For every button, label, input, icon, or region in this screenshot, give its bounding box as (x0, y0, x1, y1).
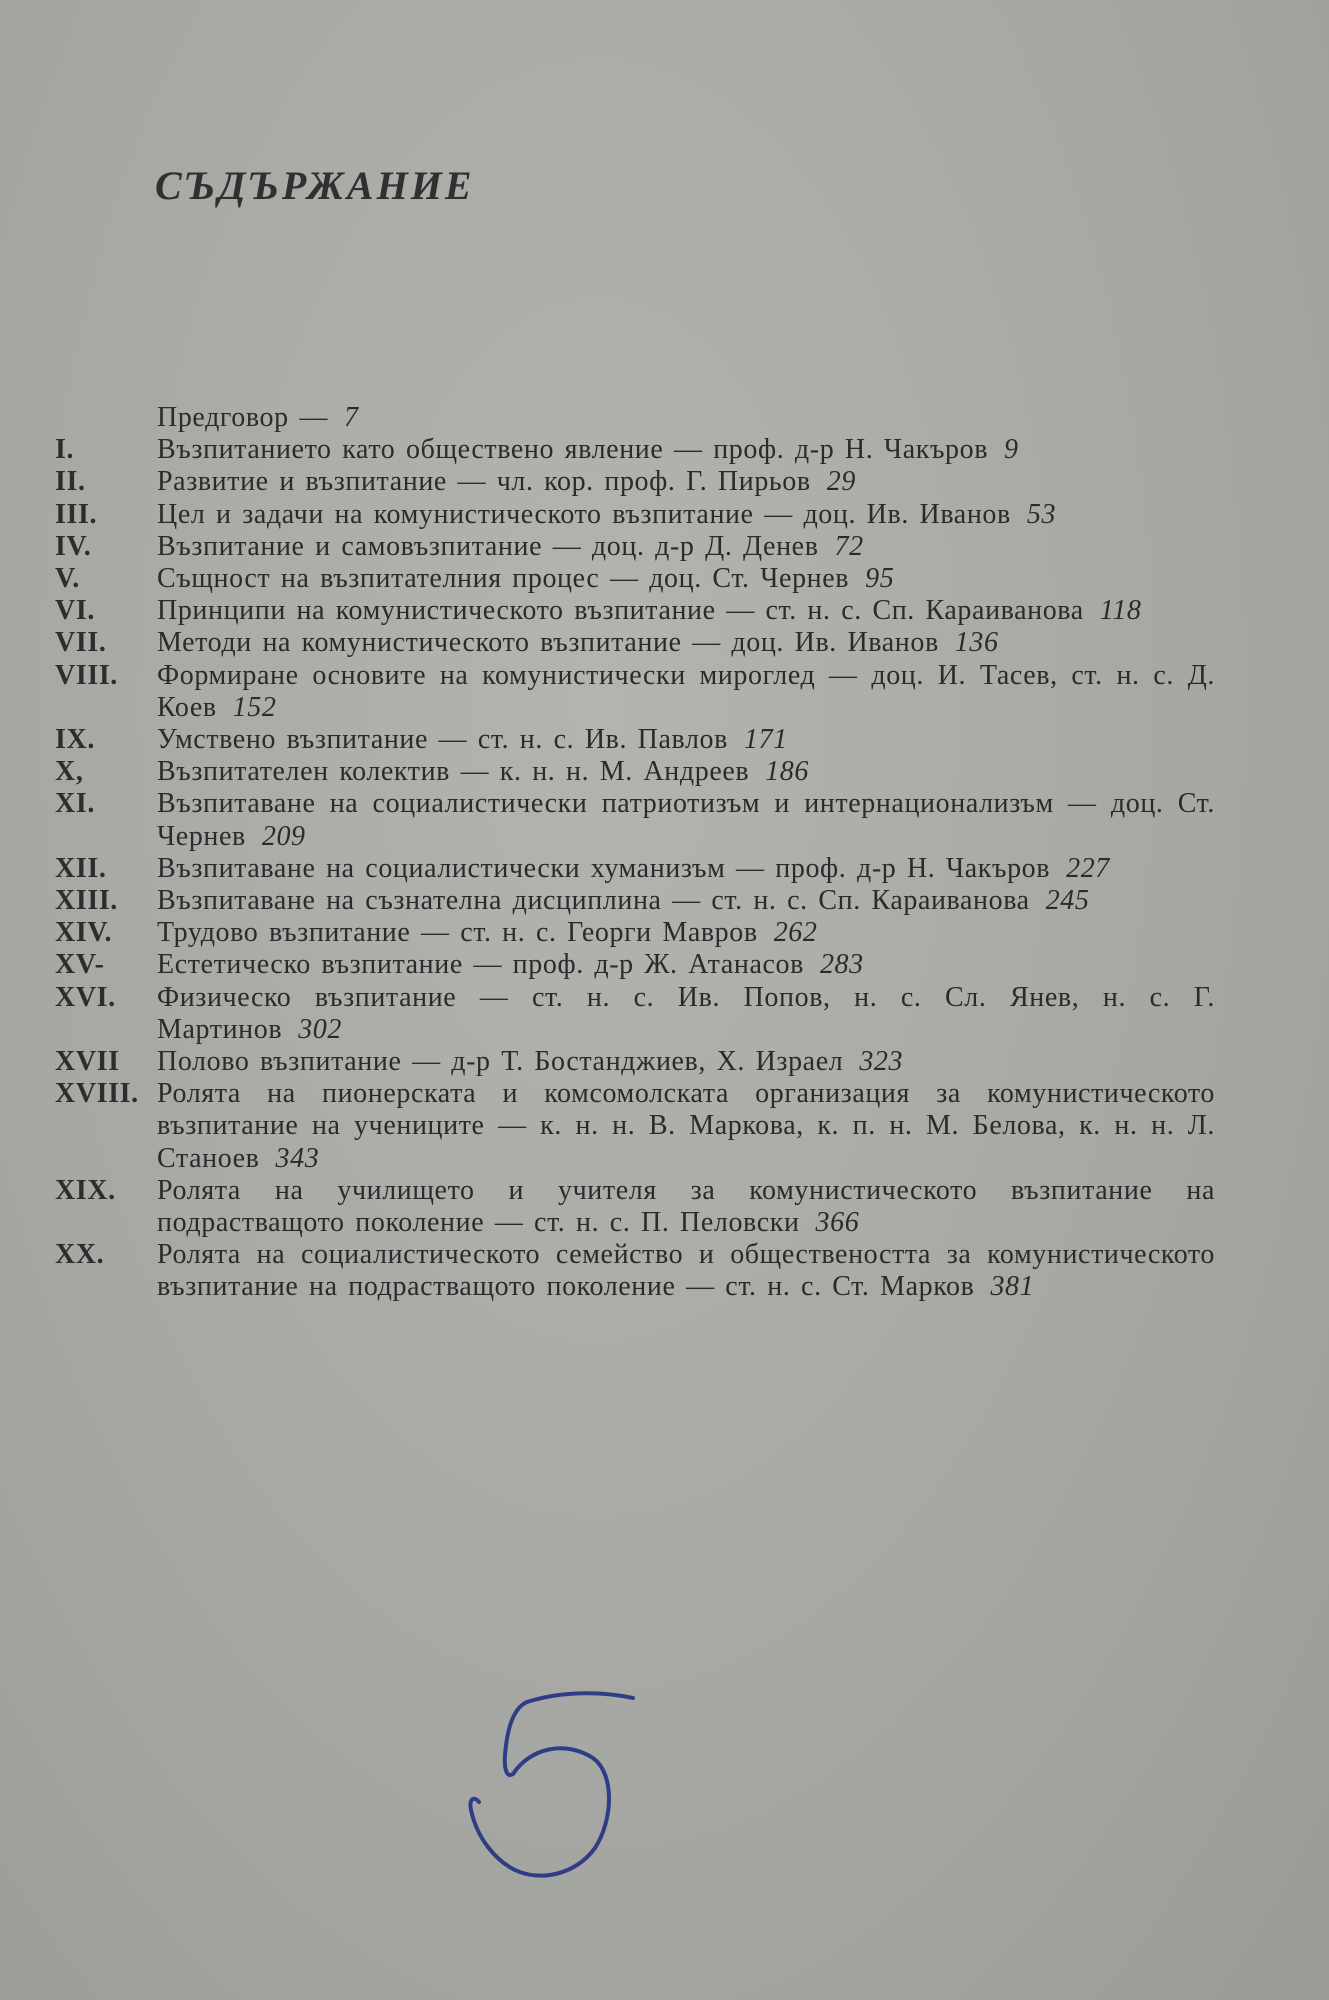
toc-entry (55, 595, 1215, 627)
toc-entry-page: 227 (1066, 852, 1110, 884)
toc-entry-title: Ролята на училището и учителя за комунистическото възпитание на подрастващото поколение — ст. н. с. П. Пеловски (157, 1174, 1215, 1239)
toc-entry-text (157, 982, 1215, 1046)
toc-entry-number: XII. (55, 852, 107, 884)
toc-entry-text (157, 531, 1215, 563)
toc-entry-page: 381 (990, 1271, 1035, 1303)
toc-entry-text (157, 563, 1215, 595)
toc-entry-title: Принципи на комунистическото възпитание — ст. н. с. Сп. Караиванова (157, 595, 1084, 627)
toc-entry (55, 563, 1215, 595)
toc-entry (55, 499, 1215, 531)
toc-entry-title: Полово възпитание — д-р Т. Бостанджиев, Х. Израел (157, 1046, 844, 1078)
toc-entry-page: 209 (261, 820, 306, 852)
toc-entry-page: 262 (773, 917, 818, 949)
toc-entry-page: 53 (1026, 498, 1057, 530)
toc-entry-number: X, (55, 756, 84, 788)
toc-entry-number: VIII. (55, 659, 118, 691)
toc-entry-title: Трудово възпитание — ст. н. с. Георги Мавров (157, 917, 758, 949)
toc-entry-page: 136 (954, 627, 999, 659)
toc-entry-page: 118 (1099, 595, 1142, 627)
toc-entry (55, 434, 1215, 466)
toc-entry-text (157, 853, 1215, 885)
toc-entry-title: Възпитаване на съзнателна дисциплина — ст. н. с. Сп. Караиванова (157, 885, 1030, 917)
toc-entry-page: 186 (765, 756, 810, 788)
toc-entry (55, 756, 1215, 788)
toc-entry-title: Възпитание и самовъзпитание — доц. д-р Д. Денев (157, 530, 819, 562)
toc-entry-text (157, 949, 1215, 981)
toc-entry-title: Ролята на социалистическото семейство и обществеността за комунистическото възпитание на подрастващото поколение — ст. н. с. Ст. Марков (157, 1239, 1215, 1303)
toc-entry (55, 1046, 1215, 1078)
toc-entry (55, 853, 1215, 885)
toc-entry-number: XVII (55, 1046, 120, 1078)
toc-entry-page: 245 (1045, 885, 1090, 917)
toc-entry-text (157, 660, 1215, 724)
toc-entry-number: II. (55, 466, 86, 498)
toc-entry-page: 72 (834, 530, 864, 562)
toc-entry-title: Формиране основите на комунистически мироглед — доц. И. Тасев, ст. н. с. Д. Коев (157, 659, 1215, 723)
toc-entry-title: Развитие и възпитание — чл. кор. проф. Г. Пирьов (157, 466, 811, 498)
toc-entry-title: Предговор — (157, 402, 328, 433)
toc-entry-text (157, 756, 1215, 788)
toc-entry (55, 466, 1215, 498)
handwritten-number-5 (455, 1670, 655, 1900)
toc-entry (55, 724, 1215, 756)
toc-entry (55, 402, 1215, 434)
toc-entry-title: Умствено възпитание — ст. н. с. Ив. Павлов (157, 724, 728, 756)
toc-entry-title: Същност на възпитателния процес — доц. Ст. Чернев (157, 563, 850, 595)
toc-entry-text (157, 402, 1215, 434)
toc-entry-page: 343 (275, 1142, 320, 1174)
toc-entry-number: XIX. (55, 1174, 116, 1206)
toc-entry-number: VII. (55, 627, 107, 659)
toc-entry (55, 1175, 1215, 1239)
toc-entry-page: 9 (1004, 434, 1019, 466)
toc-entry-page: 283 (819, 949, 864, 981)
toc-entry-title: Ролята на пионерската и комсомолската организация за комунистическото възпитание на учениците — к. н. н. В. Маркова, к. п. н. М. Белова, к. н. н. Л. Станоев (157, 1078, 1215, 1174)
toc-entry (55, 627, 1215, 659)
toc-entry-text (157, 1046, 1215, 1078)
toc-entry-number: XX. (55, 1239, 105, 1271)
toc-entry-title: Възпитателен колектив — к. н. н. М. Андреев (157, 756, 750, 788)
toc-entry-text (157, 724, 1215, 756)
toc-entry-page: 302 (298, 1013, 342, 1045)
toc-entry-number: XI. (55, 788, 95, 820)
toc-entry (55, 531, 1215, 563)
page-title: СЪДЪРЖАНИЕ (155, 163, 475, 208)
toc-entry-title: Възпитанието като обществено явление — проф. д-р Н. Чакъров (157, 434, 989, 466)
toc-entry-title: Методи на комунистическото възпитание — доц. Ив. Иванов (157, 627, 939, 659)
toc-entry-text (157, 1078, 1215, 1175)
toc-entry-number: XV- (55, 949, 105, 981)
toc-entry-number: I. (55, 434, 75, 466)
toc-entry-page: 323 (859, 1046, 904, 1078)
toc-entry-text (157, 885, 1215, 917)
toc-entry-number: VI. (55, 595, 95, 627)
toc-entry-title: Физическо възпитание — ст. н. с. Ив. Попов, н. с. Сл. Янев, н. с. Г. Мартинов (157, 981, 1215, 1045)
toc-entry-title: Възпитаване на социалистически патриотизъм и интернационализъм — доц. Ст. Чернев (157, 788, 1215, 852)
toc-entry-number: XIV. (55, 917, 113, 949)
toc-entry-page: 152 (232, 691, 277, 723)
toc-entry-text (157, 788, 1215, 852)
toc-entry-number: XIII. (55, 885, 118, 917)
toc-entry-text (157, 1175, 1215, 1239)
toc-entry-title: Цел и задачи на комунистическото възпитание — доц. Ив. Иванов (157, 498, 1011, 530)
toc-entry-text (157, 499, 1215, 531)
toc-entry-text (157, 466, 1215, 498)
toc-entry-number: XVI. (55, 981, 116, 1013)
toc-entry (55, 917, 1215, 949)
toc-entry-number: IX. (55, 724, 95, 756)
toc-entry-number: V. (55, 563, 80, 595)
toc-entry-page: 29 (826, 466, 856, 498)
toc-entry (55, 982, 1215, 1046)
toc-entry-text (157, 627, 1215, 659)
toc-entry-number: III. (55, 498, 98, 530)
toc-entry-text (157, 1239, 1215, 1303)
toc-entry-page: 366 (815, 1207, 860, 1239)
toc-entry-title: Естетическо възпитание — проф. д-р Ж. Атанасов (157, 949, 804, 981)
toc-entry (55, 1078, 1215, 1175)
toc-entry-page: 95 (865, 563, 895, 595)
table-of-contents (55, 402, 1215, 1304)
toc-entry-text (157, 917, 1215, 949)
toc-entry-number: XVIII. (55, 1078, 139, 1110)
toc-entry-page: 171 (743, 724, 788, 756)
toc-entry (55, 788, 1215, 852)
toc-entry (55, 949, 1215, 981)
toc-entry-page: 7 (343, 402, 359, 433)
toc-entry-text (157, 595, 1215, 627)
toc-entry (55, 1239, 1215, 1303)
toc-entry-number: IV. (55, 530, 92, 562)
toc-entry-text (157, 434, 1215, 466)
toc-entry (55, 885, 1215, 917)
toc-entry (55, 660, 1215, 724)
toc-entry-title: Възпитаване на социалистически хуманизъм — проф. д-р Н. Чакъров (157, 852, 1051, 884)
